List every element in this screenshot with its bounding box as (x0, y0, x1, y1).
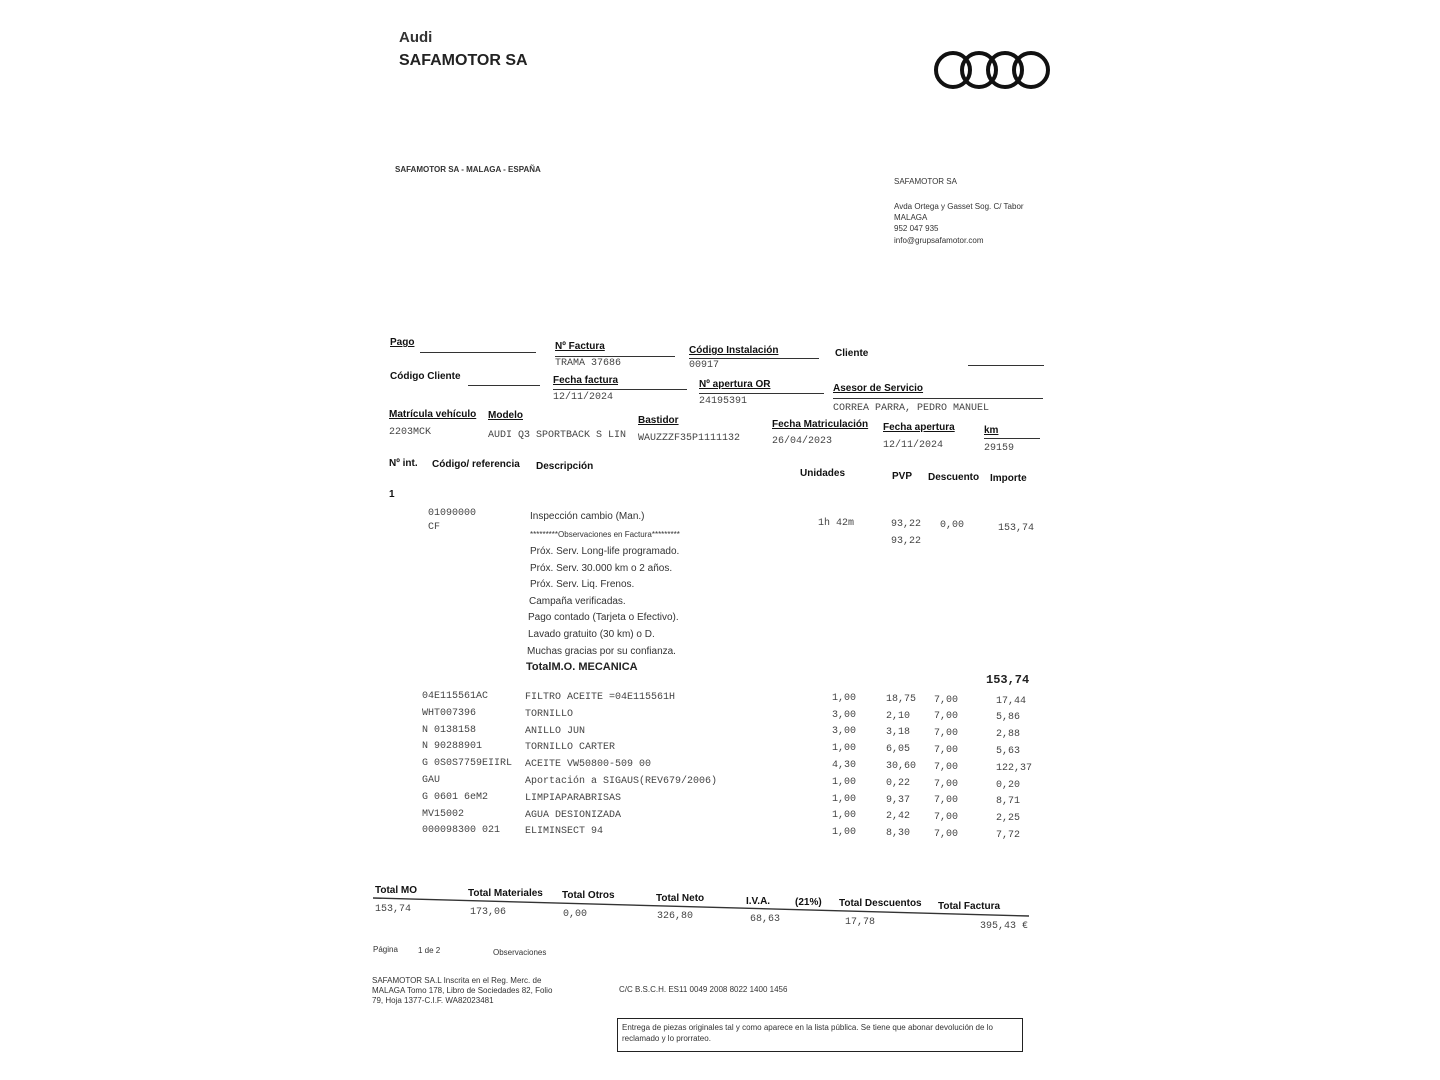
pago-line (420, 352, 536, 353)
cliente-label: Cliente (835, 348, 869, 359)
labor-note: Campaña verificadas. (529, 596, 626, 607)
part-units: 1,00 (832, 793, 857, 805)
part-code: GAU (422, 775, 441, 786)
part-disc: 7,00 (934, 745, 959, 756)
fecha-factura-line (553, 389, 687, 390)
part-pvp: 30,60 (886, 760, 917, 772)
dealer-name: SAFAMOTOR SA (894, 177, 957, 186)
total-factura-label: Total Factura (938, 901, 1001, 912)
part-amount: 5,86 (996, 712, 1021, 724)
n-factura-value: TRAMA 37686 (555, 358, 622, 369)
part-disc: 7,00 (934, 711, 959, 723)
labor-note: Muchas gracias por su confianza. (527, 646, 676, 657)
part-pvp: 0,22 (886, 777, 911, 789)
notice-box: Entrega de piezas originales tal y como aparece en la lista pública. Se tiene que abonar devolución de lo reclamado y lo prorrateo. (617, 1018, 1023, 1052)
part-disc: 7,00 (934, 812, 959, 824)
part-desc: TORNILLO CARTER (525, 742, 616, 754)
asesor-label: Asesor de Servicio (833, 383, 924, 394)
fecha-apertura-value: 12/11/2024 (883, 440, 944, 451)
col-descuento: Descuento (928, 472, 980, 483)
total-factura-value: 395,43 € (980, 921, 1029, 932)
total-descuentos-label: Total Descuentos (839, 898, 922, 909)
fecha-factura-label: Fecha factura (553, 375, 619, 386)
cliente-line (968, 365, 1044, 366)
part-amount: 7,72 (996, 829, 1021, 841)
n-factura-line (555, 356, 675, 357)
part-units: 4,30 (832, 760, 857, 771)
labor-total-value: 153,74 (986, 673, 1030, 687)
part-disc: 7,00 (934, 795, 959, 807)
part-units: 3,00 (832, 726, 857, 738)
page-value: 1 de 2 (418, 946, 441, 955)
fecha-factura-value: 12/11/2024 (553, 392, 614, 403)
iva-value: 68,63 (750, 914, 781, 925)
col-unidades: Unidades (800, 468, 846, 479)
total-mo-value: 153,74 (375, 904, 412, 915)
n-apertura-label: Nº apertura OR (699, 379, 771, 390)
n-apertura-value: 24195391 (699, 396, 748, 407)
labor-note: Próx. Serv. Long-life programado. (530, 546, 680, 557)
fecha-matriculacion-value: 26/04/2023 (772, 436, 833, 447)
modelo-label: Modelo (488, 410, 523, 421)
part-units: 1,00 (832, 743, 857, 755)
part-desc: ANILLO JUN (525, 725, 586, 737)
part-desc: AGUA DESIONIZADA (525, 809, 622, 821)
part-amount: 2,25 (996, 813, 1021, 825)
sender-line: SAFAMOTOR SA - MALAGA - ESPAÑA (395, 165, 541, 174)
bank-account: C/C B.S.C.H. ES11 0049 2008 8022 1400 1456 (619, 985, 788, 994)
iva-rate: (21%) (795, 897, 822, 908)
asesor-value: CORREA PARRA, PEDRO MANUEL (833, 403, 990, 414)
labor-pvp-2: 93,22 (891, 536, 922, 547)
company-name: SAFAMOTOR SA (399, 52, 528, 69)
labor-discount: 0,00 (940, 520, 965, 531)
total-materiales-label: Total Materiales (468, 888, 543, 899)
labor-n-int: 1 (389, 489, 395, 500)
part-code: 000098300 021 (422, 825, 501, 837)
km-label: km (984, 425, 999, 436)
bastidor-value: WAUZZZF35P1111132 (638, 433, 741, 444)
part-desc: TORNILLO (525, 708, 574, 720)
part-units: 1,00 (832, 810, 857, 822)
codigo-cliente-label: Código Cliente (390, 371, 461, 382)
part-pvp: 18,75 (886, 693, 917, 705)
km-value: 29159 (984, 443, 1015, 454)
part-desc: FILTRO ACEITE =04E115561H (525, 691, 676, 703)
codigo-instalacion-label: Código Instalación (689, 345, 779, 356)
part-disc: 7,00 (934, 728, 959, 740)
part-code: WHT007396 (422, 707, 477, 719)
part-code: N 0138158 (422, 724, 477, 736)
part-amount: 17,44 (996, 695, 1027, 707)
part-amount: 0,20 (996, 779, 1021, 791)
legal-line-3: 79, Hoja 1377-C.I.F. WA82023481 (372, 996, 494, 1005)
col-descripcion: Descripción (536, 461, 594, 472)
part-amount: 8,71 (996, 796, 1021, 808)
part-units: 3,00 (832, 709, 857, 721)
asesor-line (833, 398, 1043, 399)
part-disc: 7,00 (934, 778, 959, 790)
labor-total-label: TotalM.O. MECANICA (526, 661, 638, 673)
labor-note: *********Observaciones en Factura********* (530, 530, 680, 539)
part-amount: 122,37 (996, 762, 1033, 774)
total-neto-value: 326,80 (657, 911, 694, 922)
part-desc: LIMPIAPARABRISAS (525, 792, 622, 804)
codigo-instalacion-line (689, 358, 819, 359)
part-pvp: 6,05 (886, 744, 911, 756)
matricula-value: 2203MCK (389, 427, 432, 438)
part-code: G 0S0S7759EIIRL (422, 758, 513, 770)
labor-code-1: 01090000 (428, 508, 477, 519)
part-amount: 2,88 (996, 729, 1021, 741)
legal-line-1: SAFAMOTOR SA.L Inscrita en el Reg. Merc. de (372, 976, 542, 985)
total-neto-label: Total Neto (656, 893, 705, 904)
brand-name: Audi (399, 29, 433, 46)
n-apertura-line (699, 393, 824, 394)
part-pvp: 8,30 (886, 828, 911, 840)
part-desc: ACEITE VW50800-509 00 (525, 759, 652, 771)
labor-amount: 153,74 (998, 523, 1035, 534)
part-pvp: 2,10 (886, 710, 911, 722)
col-importe: Importe (990, 473, 1027, 484)
dealer-phone: 952 047 935 (894, 224, 939, 233)
part-pvp: 9,37 (886, 794, 911, 806)
part-desc: Aportación a SIGAUS(REV679/2006) (525, 775, 718, 787)
labor-note: Lavado gratuito (30 km) o D. (528, 629, 655, 640)
part-pvp: 2,42 (886, 811, 911, 823)
part-code: MV15002 (422, 808, 465, 820)
codigo-cliente-line (468, 385, 540, 386)
observaciones-label: Observaciones (493, 948, 547, 957)
audi-rings-logo (932, 47, 1052, 93)
part-code: N 90288901 (422, 741, 483, 753)
labor-code-2: CF (428, 522, 441, 533)
iva-label: I.V.A. (746, 896, 771, 907)
part-code: G 0601 6eM2 (422, 791, 489, 803)
total-mo-label: Total MO (375, 885, 418, 896)
fecha-matriculacion-label: Fecha Matriculación (772, 419, 869, 430)
part-desc: ELIMINSECT 94 (525, 826, 604, 838)
total-otros-value: 0,00 (563, 909, 588, 920)
col-codigo: Código/ referencia (432, 459, 520, 470)
part-code: 04E115561AC (422, 691, 489, 702)
dealer-city: MALAGA (894, 213, 928, 222)
part-units: 1,00 (832, 827, 857, 839)
part-amount: 5,63 (996, 745, 1021, 757)
part-units: 1,00 (832, 776, 857, 788)
labor-note: Pago contado (Tarjeta o Efectivo). (528, 612, 679, 623)
n-factura-label: Nº Factura (555, 341, 605, 352)
page-label: Página (373, 945, 398, 954)
col-n-int: Nº int. (389, 458, 418, 469)
pago-label: Pago (390, 337, 415, 348)
dealer-email: info@grupsafamotor.com (894, 236, 984, 245)
labor-description: Inspección cambio (Man.) (530, 511, 645, 522)
total-materiales-value: 173,06 (470, 907, 507, 918)
labor-pvp-1: 93,22 (891, 519, 922, 530)
total-otros-label: Total Otros (562, 890, 615, 901)
labor-note: Próx. Serv. 30.000 km o 2 años. (530, 563, 673, 574)
part-units: 1,00 (832, 692, 857, 704)
matricula-label: Matrícula vehículo (389, 409, 477, 420)
km-line (984, 438, 1040, 439)
labor-note: Próx. Serv. Liq. Frenos. (530, 579, 635, 590)
part-pvp: 3,18 (886, 727, 911, 739)
part-disc: 7,00 (934, 829, 959, 840)
part-disc: 7,00 (934, 694, 959, 706)
modelo-value: AUDI Q3 SPORTBACK S LIN (488, 430, 627, 441)
part-disc: 7,00 (934, 761, 959, 773)
legal-line-2: MALAGA Tomo 178, Libro de Sociedades 82, Folio (372, 986, 553, 995)
labor-units: 1h 42m (818, 518, 855, 529)
total-descuentos-value: 17,78 (845, 917, 876, 928)
codigo-instalacion-value: 00917 (689, 360, 720, 371)
bastidor-label: Bastidor (638, 415, 679, 426)
fecha-apertura-label: Fecha apertura (883, 422, 955, 433)
dealer-address: Avda Ortega y Gasset Sog. C/ Tabor (894, 202, 1024, 211)
col-pvp: PVP (892, 471, 913, 482)
